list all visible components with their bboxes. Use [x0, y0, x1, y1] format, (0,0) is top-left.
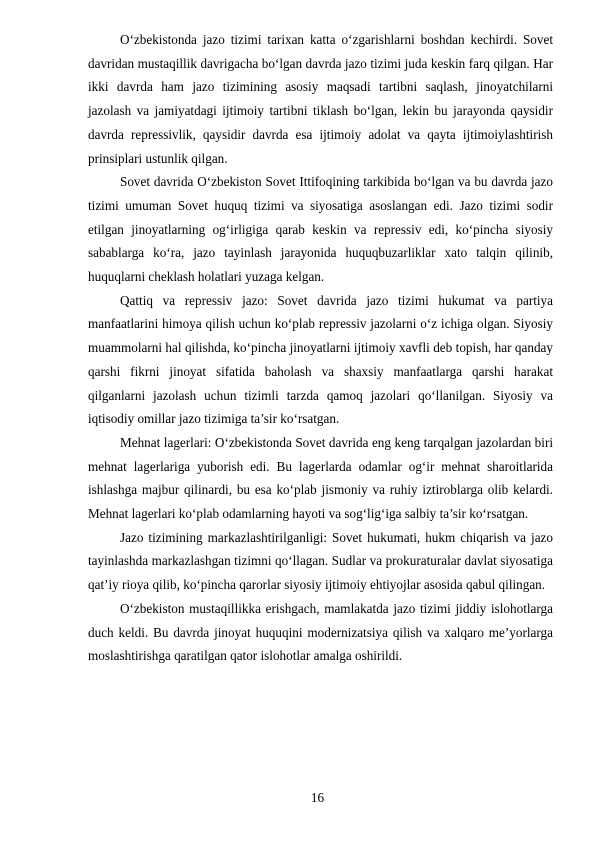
paragraph-2: Sovet davrida O‘zbekiston Sovet Ittifoqining tarkibida bo‘lgan va bu davrda jazo tizimi umuman Sovet huquq tizimi va siyosatiga asoslangan edi. Jazo tizimi sodir etilgan jinoyatlarning og‘irligiga qarab keskin va repressiv edi, ko‘pincha siyosiy sabablarga ko‘ra, jazo tayinlash jarayonida huquqbuzarliklar xato talqin qilinib, huquqlarni cheklash holatlari yuzaga kelgan.: [88, 174, 553, 285]
page-number: 16: [310, 790, 325, 805]
paragraph-5: Jazo tizimining markazlashtirilganligi: Sovet hukumati, hukm chiqarish va jazo tayinlashda markazlashgan tizimni qo‘llagan. Sudlar va prokuraturalar davlat siyosatiga qat’iy rioya qilib, ko‘pincha qarorlar siyosiy ijtimoiy ehtiyojlar asosida qabul qilingan.: [88, 529, 553, 593]
paragraph-4: Mehnat lagerlari: O‘zbekistonda Sovet davrida eng keng tarqalgan jazolardan biri mehnat lagerlariga yuborish edi. Bu lagerlarda odamlar og‘ir mehnat sharoitlarida ishlashga majbur qilinardi, bu esa ko‘plab jismoniy va ruhiy iztiroblarga olib kelardi. Mehnat lagerlari ko‘plab odamlarning hayoti va sog‘lig‘iga salbiy ta’sir ko‘rsatgan.: [88, 434, 553, 522]
paragraph-3: Qattiq va repressiv jazo: Sovet davrida jazo tizimi hukumat va partiya manfaatlarini himoya qilish uchun ko‘plab repressiv jazolarni o‘z ichiga olgan. Siyosiy muammolarni hal qilishda, ko‘pincha jinoyatlarni ijtimoiy xavfli deb topish, har qanday qarshi fikrni jinoyat sifatida baholash va shaxsiy manfaatlarga qarshi harakat qilganlarni jazolash uchun tizimli tarzda qamoq jazolari qo‘llanilgan. Siyosiy va iqtisodiy omillar jazo tizimiga ta’sir ko‘rsatgan.: [88, 292, 553, 427]
document-body: [88, 28, 553, 668]
paragraph-1: O‘zbekistonda jazo tizimi tarixan katta o‘zgarishlarni boshdan kechirdi. Sovet davridan mustaqillik davrigacha bo‘lgan davrda jazo tizimi juda keskin farq qilgan. Har ikki davrda ham jazo tizimining asosiy maqsadi tartibni saqlash, jinoyatchilarni jazolash va jamiyatdagi ijtimoiy tartibni tiklash bo‘lgan, lekin bu jarayonda qaysidir davrda repressivlik, qaysidir davrda esa ijtimoiy adolat va qayta ijtimoiylashtirish prinsiplari ustunlik qilgan.: [88, 32, 553, 166]
paragraph-6: O‘zbekiston mustaqillikka erishgach, mamlakatda jazo tizimi jiddiy islohotlarga duch keldi. Bu davrda jinoyat huquqini modernizatsiya qilish va xalqaro me’yorlarga moslashtirishga qaratilgan qator islohotlar amalga oshirildi.: [88, 600, 553, 664]
